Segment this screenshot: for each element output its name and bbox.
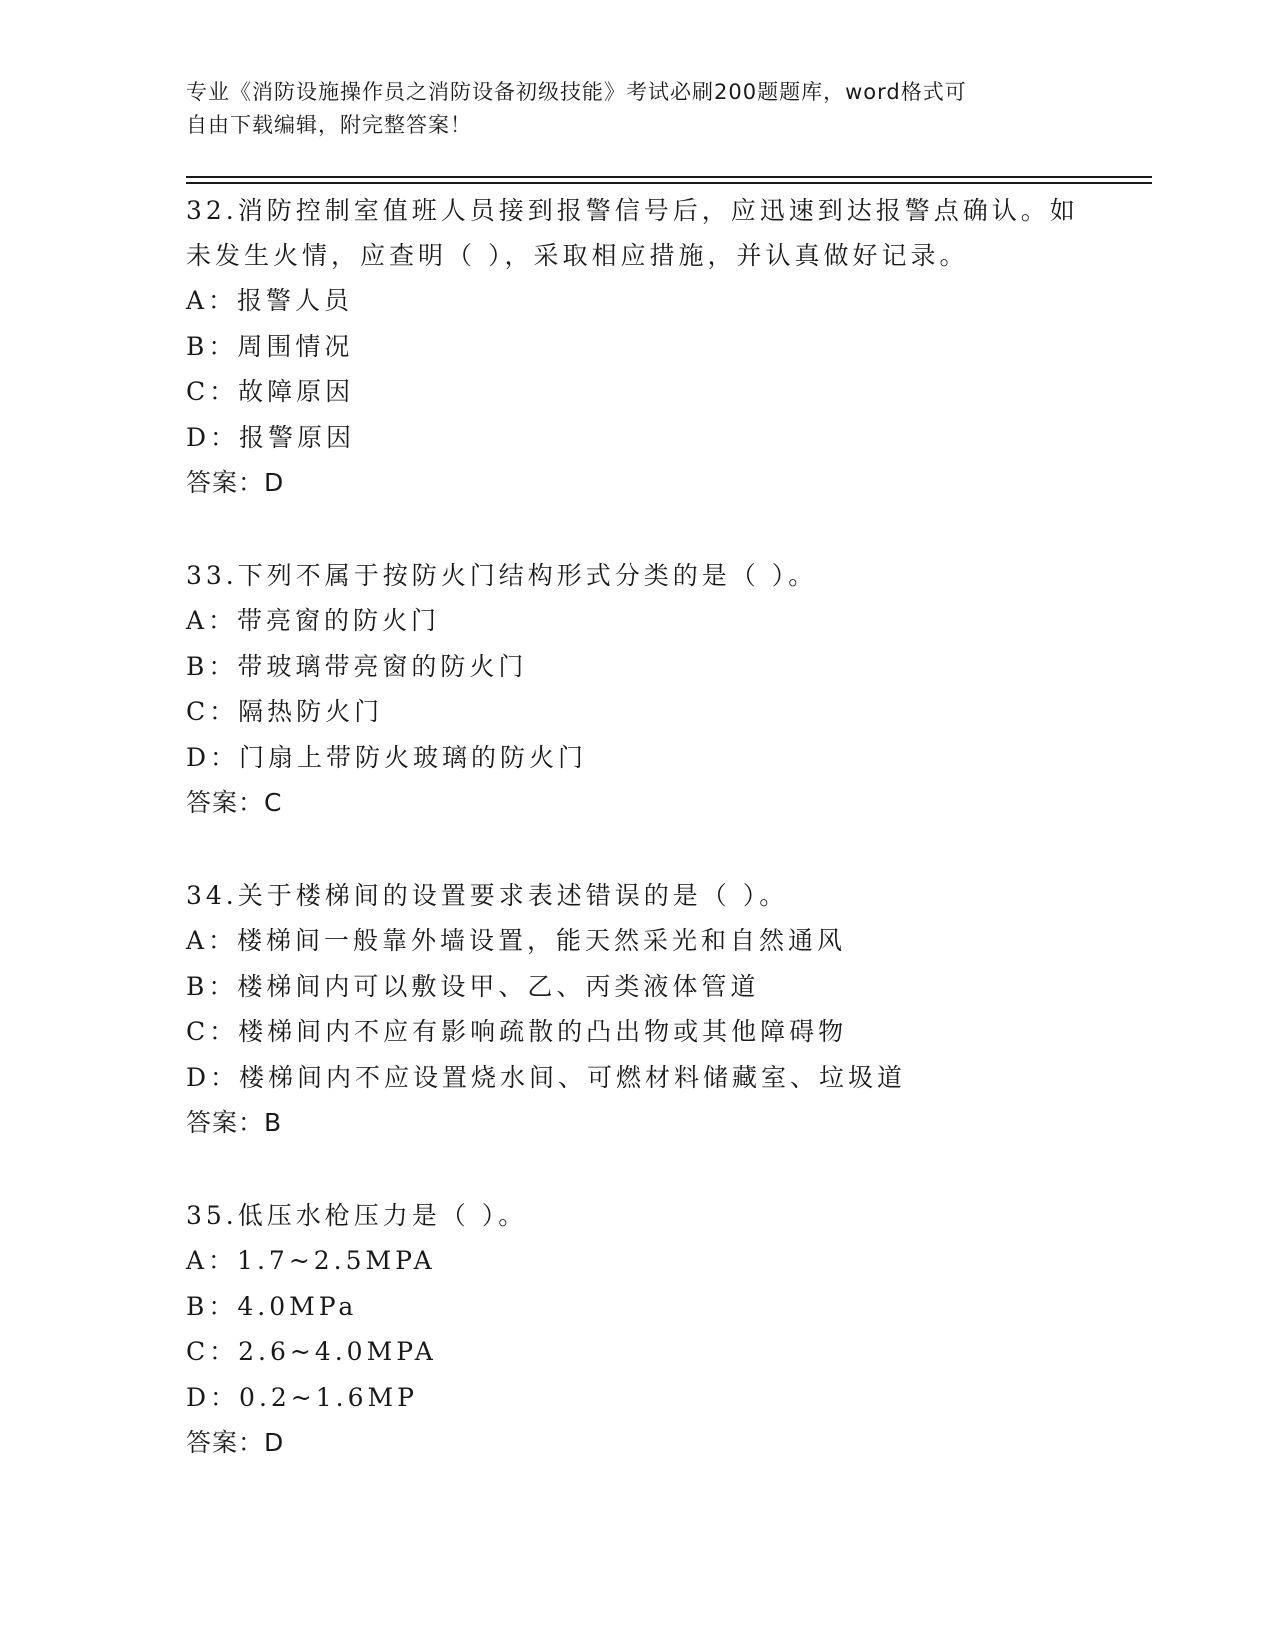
question-stem-line: 32.消防控制室值班人员接到报警信号后，应迅速到达报警点确认。如 [186,196,1079,225]
option-a: A：楼梯间一般靠外墙设置，能天然采光和自然通风 [186,926,847,955]
option-c: C：故障原因 [186,377,355,406]
option-a: A：报警人员 [186,286,354,315]
question-stem-line: 34.关于楼梯间的设置要求表述错误的是（ ）。 [186,881,789,910]
answer-label: 答案：C [186,788,283,817]
question-stem-line: 35.低压水枪压力是（ ）。 [186,1201,528,1230]
option-c: C：2.6~4.0MPA [186,1337,437,1366]
option-d: D：报警原因 [186,422,356,452]
option-d: D：门扇上带防火玻璃的防火门 [186,742,588,772]
header-line-1: 专业《消防设施操作员之消防设备初级技能》考试必刷200题题库，word格式可 [186,80,967,104]
header-divider-top [186,176,1152,178]
option-b: B：楼梯间内可以敷设甲、乙、丙类液体管道 [186,971,760,1001]
question-32 [186,188,1086,505]
option-b: B：带玻璃带亮窗的防火门 [186,651,528,681]
answer-label: 答案：D [186,468,285,497]
question-34 [186,873,1086,1145]
answer-label: 答案：D [186,1428,285,1457]
option-d: D：楼梯间内不应设置烧水间、可燃材料储藏室、垃圾道 [186,1062,907,1092]
option-c: C：隔热防火门 [186,697,384,726]
option-c: C：楼梯间内不应有影响疏散的凸出物或其他障碍物 [186,1017,848,1046]
question-33 [186,553,1086,825]
header-line-2: 自由下载编辑，附完整答案！ [186,113,472,137]
option-a: A：1.7~2.5MPA [186,1246,436,1275]
option-b: B：周围情况 [186,331,354,361]
option-a: A：带亮窗的防火门 [186,606,441,635]
option-b: B：4.0MPa [186,1291,358,1321]
option-d: D：0.2~1.6MP [186,1382,418,1412]
document-header [186,76,1066,142]
header-divider-bottom [186,182,1152,184]
question-35 [186,1193,1086,1465]
question-stem-line: 33.下列不属于按防火门结构形式分类的是（ ）。 [186,561,818,590]
answer-label: 答案：B [186,1108,283,1137]
question-stem-line: 未发生火情，应查明（ ），采取相应措施，并认真做好记录。 [186,241,969,270]
